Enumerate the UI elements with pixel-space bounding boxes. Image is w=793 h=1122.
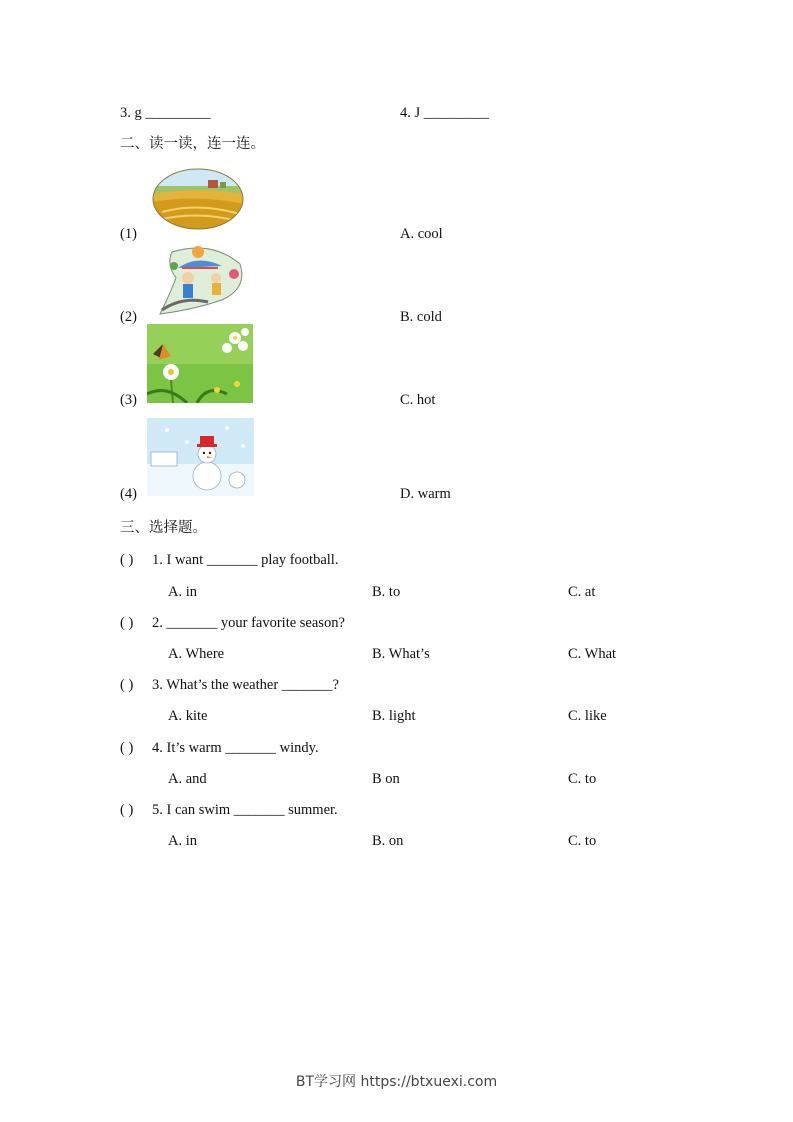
- question-stem: 1. I want _______ play football.: [152, 552, 339, 568]
- autumn-field-picture: [152, 168, 244, 230]
- section-2-heading: 二、读一读，连一连。: [120, 136, 265, 152]
- option-b: B. What’s: [372, 646, 430, 662]
- option-b: B. to: [372, 584, 401, 600]
- spring-flowers-picture: [147, 324, 253, 403]
- answer-bracket: ( ): [120, 552, 134, 568]
- answer-bracket: ( ): [120, 615, 134, 631]
- winter-snowman-picture: [147, 418, 254, 496]
- summer-kids-picture: [152, 244, 245, 316]
- match-option-b: B. cold: [400, 309, 442, 325]
- question-stem: 5. I can swim _______ summer.: [152, 802, 338, 818]
- match-option-d: D. warm: [400, 486, 451, 502]
- section-3-heading: 三、选择题。: [120, 520, 207, 536]
- question-stem: 4. It’s warm _______ windy.: [152, 740, 319, 756]
- question-stem: 2. _______ your favorite season?: [152, 615, 345, 631]
- option-c: C. like: [568, 708, 607, 724]
- option-a: A. kite: [168, 708, 208, 724]
- option-a: A. in: [168, 833, 197, 849]
- answer-bracket: ( ): [120, 677, 134, 693]
- option-a: A. Where: [168, 646, 225, 662]
- option-c: C. to: [568, 833, 597, 849]
- answer-bracket: ( ): [120, 740, 134, 756]
- match-label-1: (1): [120, 226, 137, 242]
- match-label-4: (4): [120, 486, 137, 502]
- match-label-3: (3): [120, 392, 137, 408]
- option-b: B on: [372, 771, 400, 787]
- match-label-2: (2): [120, 309, 137, 325]
- fill-item-4: 4. J _________: [400, 105, 490, 121]
- footer-watermark: BT学习网 https://btxuexi.com: [295, 1074, 498, 1090]
- question-stem: 3. What’s the weather _______?: [152, 677, 339, 693]
- fill-item-3: 3. g _________: [120, 105, 211, 121]
- option-c: C. at: [568, 584, 596, 600]
- match-option-c: C. hot: [400, 392, 436, 408]
- option-c: C. What: [568, 646, 617, 662]
- option-a: A. and: [168, 771, 207, 787]
- option-b: B. on: [372, 833, 404, 849]
- option-b: B. light: [372, 708, 416, 724]
- answer-bracket: ( ): [120, 802, 134, 818]
- option-c: C. to: [568, 771, 597, 787]
- match-option-a: A. cool: [400, 226, 443, 242]
- option-a: A. in: [168, 584, 197, 600]
